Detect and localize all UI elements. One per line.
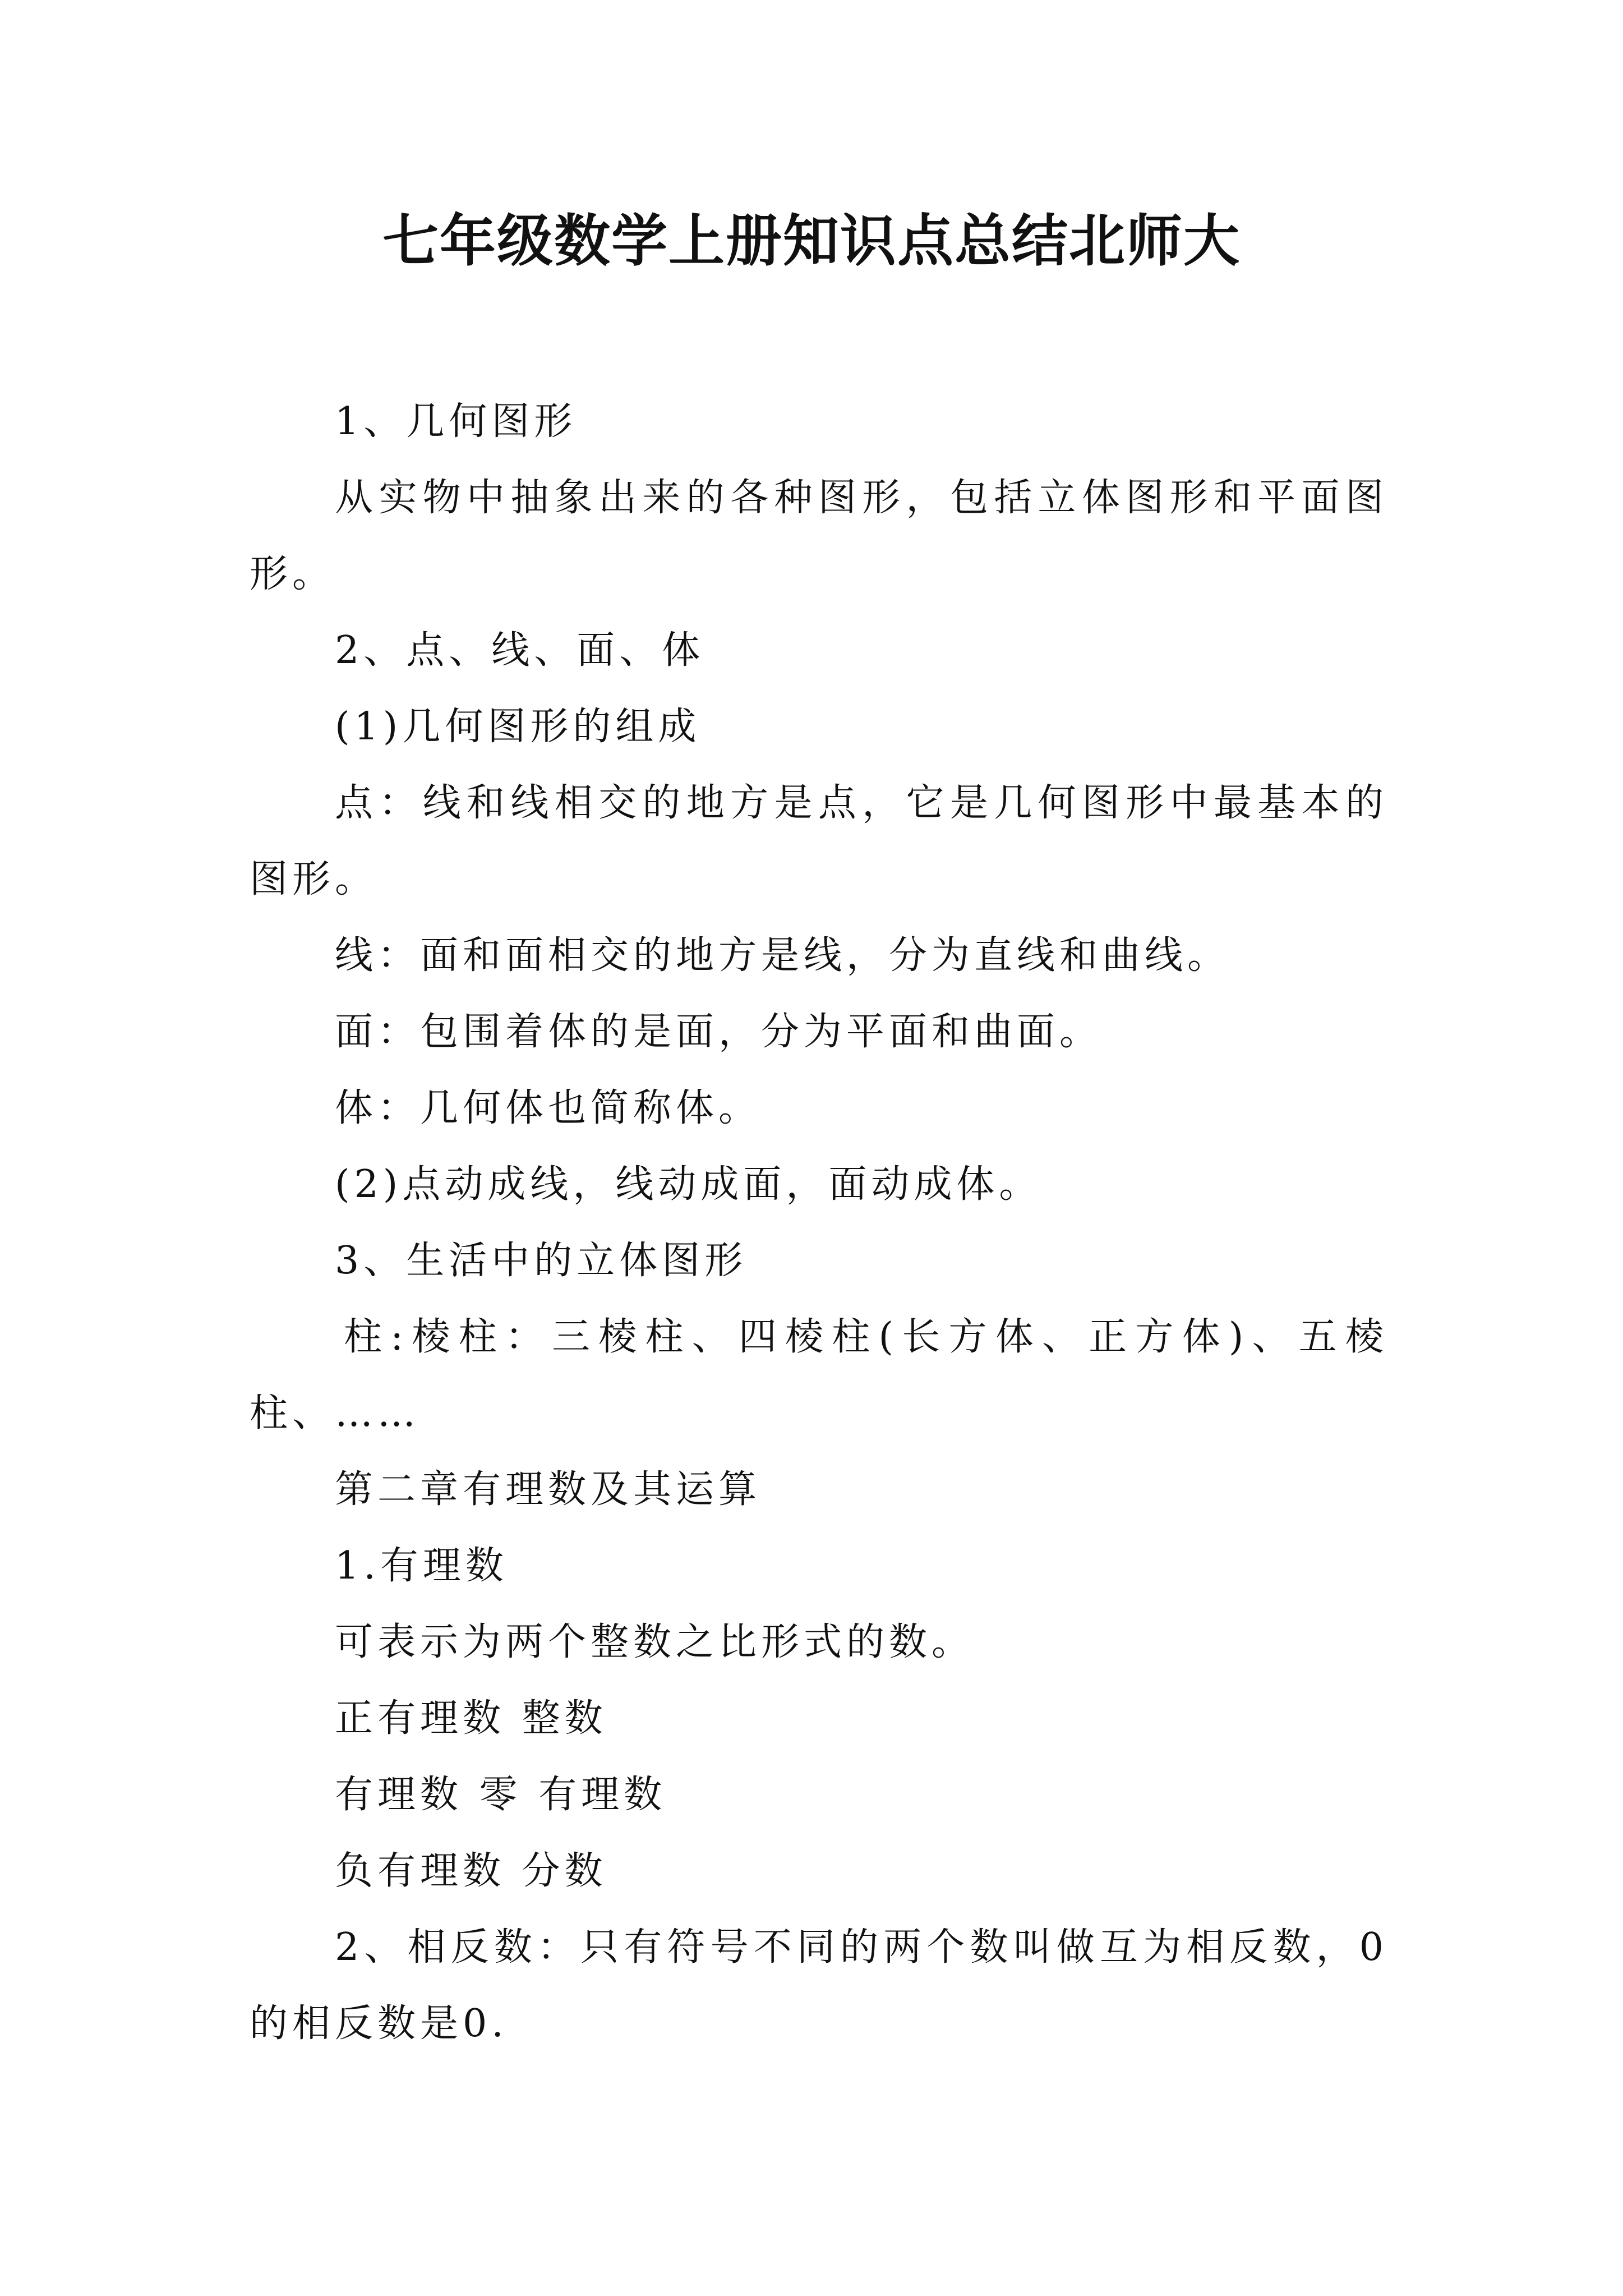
section-heading-rational-numbers: 1.有理数: [335, 1544, 508, 1588]
paragraph-classification-negative: 负有理数 分数: [335, 1849, 607, 1893]
paragraph-point: 点：线和线相交的地方是点，它是几何图形中最基本的图形。: [250, 781, 1388, 901]
section-heading-point-line-plane-solid: 2、点、线、面、体: [335, 628, 705, 673]
section-heading-solid-figures: 3、生活中的立体图形: [335, 1239, 748, 1283]
chapter-heading-rational-numbers: 第二章有理数及其运算: [335, 1467, 762, 1512]
paragraph-rational-definition: 可表示为两个整数之比形式的数。: [335, 1620, 975, 1664]
paragraph-motion: (2)点动成线，线动成面，面动成体。: [335, 1162, 1042, 1207]
paragraph-opposite-numbers: 2、相反数：只有符号不同的两个数叫做互为相反数，0的相反数是0.: [250, 1925, 1388, 2046]
subheading-composition: (1)几何图形的组成: [335, 705, 701, 749]
paragraph-classification-positive: 正有理数 整数: [335, 1696, 607, 1741]
paragraph-plane: 面：包围着体的是面，分为平面和曲面。: [335, 1010, 1103, 1054]
section-heading-geometric-figures: 1、几何图形: [335, 399, 577, 444]
paragraph-prisms: 柱:棱柱：三棱柱、四棱柱(长方体、正方体)、五棱柱、……: [250, 1315, 1388, 1435]
document-title: 七年级数学上册知识点总结北师大: [382, 208, 1241, 274]
document-body: [250, 384, 1388, 2062]
paragraph-line: 线：面和面相交的地方是线，分为直线和曲线。: [335, 933, 1230, 978]
paragraph-classification-zero: 有理数 零 有理数: [335, 1773, 667, 1817]
paragraph-solid: 体：几何体也简称体。: [335, 1086, 762, 1130]
paragraph-definition-geometric-figures: 从实物中抽象出来的各种图形，包括立体图形和平面图形。: [250, 476, 1388, 596]
